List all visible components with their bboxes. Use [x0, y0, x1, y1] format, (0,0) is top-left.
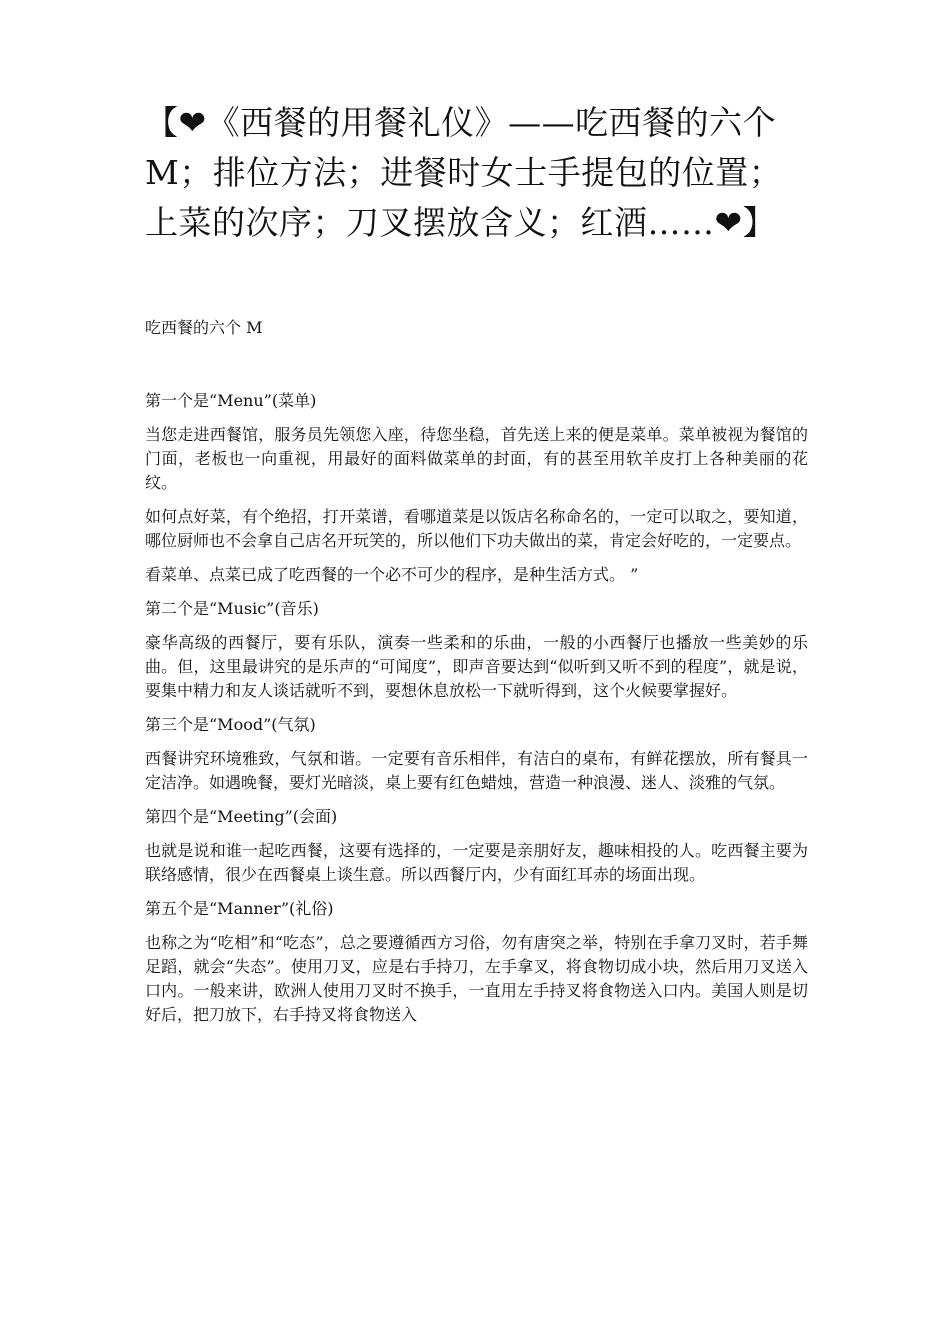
- subheading-manner: 第五个是“Manner”(礼俗): [145, 899, 334, 918]
- document-title: 【❤《西餐的用餐礼仪》——吃西餐的六个 M；排位方法；进餐时女士手提包的位置；上菜的次序；刀叉摆放含义；红酒……❤】: [145, 103, 783, 242]
- section-heading: 吃西餐的六个 M: [145, 318, 263, 337]
- paragraph-menu-3: 看菜单、点菜已成了吃西餐的一个必不可少的程序，是种生活方式。 ”: [145, 565, 639, 584]
- subheading-mood: 第三个是“Mood”(气氛): [145, 715, 316, 734]
- paragraph-menu-2: 如何点好菜，有个绝招，打开菜谱，看哪道菜是以饭店名称命名的，一定可以取之，要知道，哪位厨师也不会拿自己店名开玩笑的，所以他们下功夫做出的菜，肯定会好吃的，一定要点。: [145, 507, 808, 550]
- paragraph-menu-1: 当您走进西餐馆，服务员先领您入座，待您坐稳，首先送上来的便是菜单。菜单被视为餐馆的门面，老板也一向重视，用最好的面料做菜单的封面，有的甚至用软羊皮打上各种美丽的花纹。: [145, 425, 808, 492]
- subheading-music: 第二个是“Music”(音乐): [145, 599, 319, 618]
- paragraph-manner: 也称之为“吃相”和“吃态”，总之要遵循西方习俗，勿有唐突之举，特别在手拿刀叉时，若手舞足蹈，就会“失态”。使用刀叉，应是右手持刀，左手拿叉，将食物切成小块，然后用刀叉送入口内。一般来讲，欧洲人使用刀叉时不换手，一直用左手持叉将食物送入口内。美国人则是切好后，把刀放下，右手持叉将食物送入: [145, 933, 808, 1024]
- paragraph-meeting: 也就是说和谁一起吃西餐，这要有选择的，一定要是亲朋好友，趣味相投的人。吃西餐主要为联络感情，很少在西餐桌上谈生意。所以西餐厅内，少有面红耳赤的场面出现。: [145, 841, 808, 884]
- paragraph-music: 豪华高级的西餐厅，要有乐队，演奏一些柔和的乐曲，一般的小西餐厅也播放一些美妙的乐曲。但，这里最讲究的是乐声的“可闻度”，即声音要达到“似听到又听不到的程度”，就是说，要集中精力和友人谈话就听不到，要想休息放松一下就听得到，这个火候要掌握好。: [145, 633, 808, 700]
- subheading-meeting: 第四个是“Meeting”(会面): [145, 807, 338, 826]
- subheading-menu: 第一个是“Menu”(菜单): [145, 391, 317, 410]
- paragraph-mood: 西餐讲究环境雅致，气氛和谐。一定要有音乐相伴，有洁白的桌布，有鲜花摆放，所有餐具一定洁净。如遇晚餐，要灯光暗淡，桌上要有红色蜡烛，营造一种浪漫、迷人、淡雅的气氛。: [145, 749, 808, 792]
